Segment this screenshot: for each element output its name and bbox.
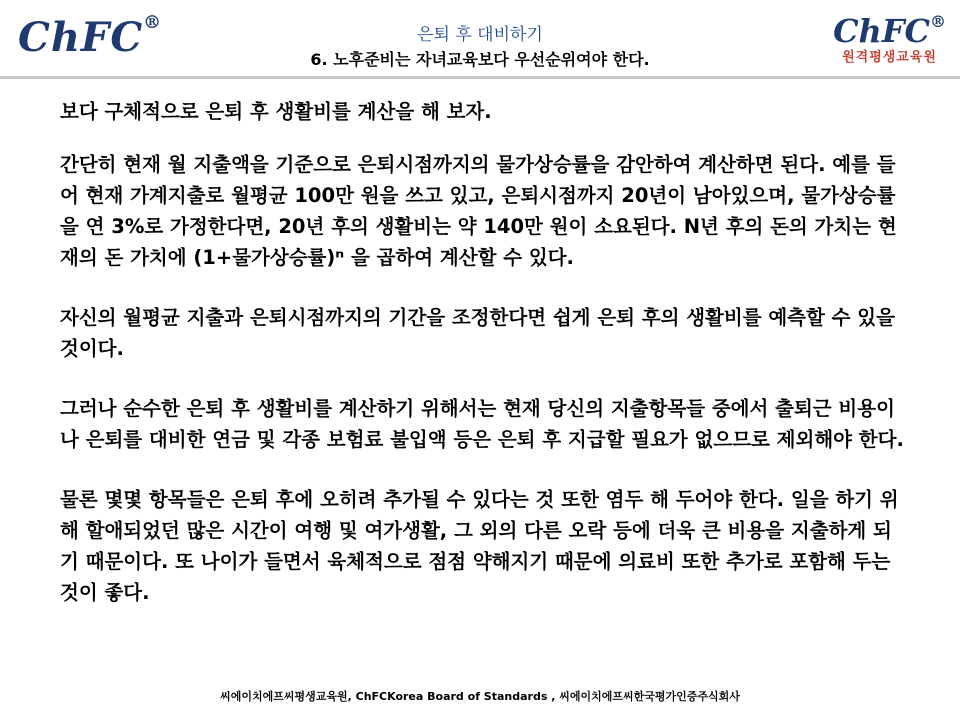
page-subtitle: 6. 노후준비는 자녀교육보다 우선순위여야 한다. <box>310 50 650 69</box>
registered-mark: ® <box>143 12 163 33</box>
logo-sub-text: 원격평생교육원 <box>842 50 937 65</box>
chfc-logo-right <box>833 12 946 65</box>
body-heading: 보다 구체적으로 은퇴 후 생활비를 계산을 해 보자. <box>60 100 492 123</box>
paragraph: 자신의 월평균 지출과 은퇴시점까지의 기간을 조정한다면 쉽게 은퇴 후의 생활비를 예측할 수 있을 것이다. <box>60 306 895 360</box>
slide-title <box>0 20 960 70</box>
logo-right-mark <box>833 12 946 50</box>
header-divider <box>0 76 960 79</box>
paragraph: 간단히 현재 월 지출액을 기준으로 은퇴시점까지의 물가상승률을 감안하여 계산하면 된다. 예를 들어 현재 가계지출로 월평균 100만 원을 쓰고 있고, 은퇴시점까지 20년이 남아있으며, 물가상승률을 연 3%로 가정한다면, 20년 후의 생활비는 약 140만 원이 소요된다. N년 후의 돈의 가치는 현재의 돈 가치에 (1+물가상승률)ⁿ 을 곱하여 계산할 수 있다. <box>60 153 897 269</box>
page-title: 은퇴 후 대비하기 <box>417 25 543 45</box>
registered-mark-right: ® <box>930 12 946 31</box>
logo-right-text: ChFC <box>833 12 930 50</box>
slide-body <box>60 96 910 637</box>
logo-right-subtitle <box>833 46 946 65</box>
logo-left-text: ChFC <box>18 14 144 61</box>
footer-credits: 씨에이치에프씨평생교육원, ChFCKorea Board of Standards , 씨에이치에프씨한국평가인증주식회사 <box>220 690 740 703</box>
paragraph: 그러나 순수한 은퇴 후 생활비를 계산하기 위해서는 현재 당신의 지출항목들 중에서 출퇴근 비용이나 은퇴를 대비한 연금 및 각종 보험료 불입액 등은 은퇴 후 지급할 필요가 없으므로 제외해야 한다. <box>60 397 904 451</box>
paragraph: 물론 몇몇 항목들은 은퇴 후에 오히려 추가될 수 있다는 것 또한 염두 해 두어야 한다. 일을 하기 위해 할애되었던 많은 시간이 여행 및 여가생활, 그 외의 다른 오락 등에 더욱 큰 비용을 지출하게 되기 때문이다. 또 나이가 들면서 육체적으로 점점 약해지기 때문에 의료비 또한 추가로 포함해 두는 것이 좋다. <box>60 488 899 604</box>
